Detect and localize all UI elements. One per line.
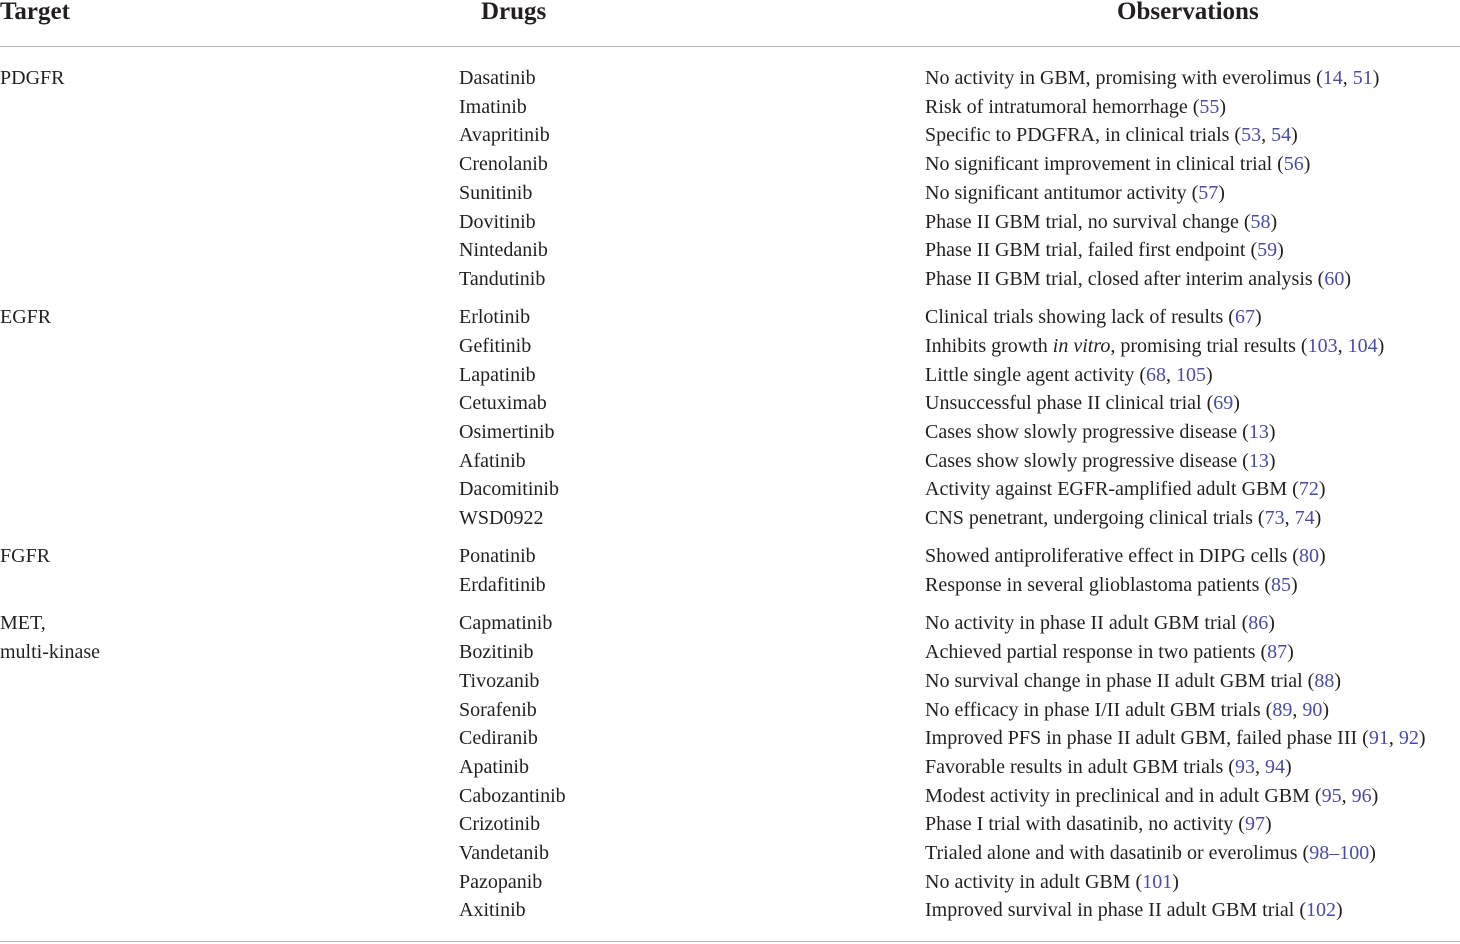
drug-name: Apatinib <box>459 755 529 778</box>
observation: No activity in adult GBM (101) <box>925 870 1179 893</box>
reference-link[interactable]: 90 <box>1302 698 1323 721</box>
reference-link[interactable]: 56 <box>1283 153 1304 176</box>
reference-link[interactable]: 98–100 <box>1309 842 1370 864</box>
drug-name: Imatinib <box>459 95 527 118</box>
reference-link[interactable]: 74 <box>1294 507 1315 530</box>
drug-name: Lapatinib <box>459 363 536 386</box>
observation: Trialed alone and with dasatinib or everolimus (98–100) <box>925 842 1376 864</box>
observation: Improved survival in phase II adult GBM trial (102) <box>925 899 1343 922</box>
observation: Cases show slowly progressive disease (13) <box>925 449 1276 472</box>
target-label: FGFR <box>0 545 51 568</box>
observation: Improved PFS in phase II adult GBM, failed phase III (91, 92) <box>925 727 1426 750</box>
reference-link[interactable]: 68 <box>1146 363 1167 386</box>
drug-name: Ponatinib <box>459 545 536 568</box>
reference-link[interactable]: 95 <box>1321 784 1342 807</box>
drug-name: Capmatinib <box>459 612 553 635</box>
target-label: MET, <box>0 612 46 635</box>
drug-name: Tivozanib <box>459 669 540 692</box>
reference-link[interactable]: 89 <box>1272 698 1293 721</box>
target-label: multi-kinase <box>0 641 100 664</box>
reference-link[interactable]: 59 <box>1257 239 1278 262</box>
reference-link[interactable]: 93 <box>1234 755 1255 778</box>
drug-name: Dovitinib <box>459 210 536 233</box>
reference-link[interactable]: 105 <box>1176 363 1207 386</box>
header-target: Target <box>0 0 70 25</box>
drug-name: Osimertinib <box>459 421 555 443</box>
reference-link[interactable]: 54 <box>1271 124 1292 147</box>
drug-name: Afatinib <box>459 449 526 472</box>
observation: Response in several glioblastoma patients (85) <box>925 574 1298 597</box>
observation: Phase II GBM trial, closed after interim analysis (60) <box>925 267 1352 290</box>
drug-name: Sunitinib <box>459 181 533 204</box>
observation: No significant antitumor activity (57) <box>925 181 1225 204</box>
drug-name: WSD0922 <box>459 507 544 530</box>
reference-link[interactable]: 86 <box>1248 612 1269 635</box>
drug-name: Cetuximab <box>459 392 547 415</box>
observation: Phase II GBM trial, failed first endpoint (59) <box>925 239 1284 262</box>
target-label: EGFR <box>0 306 52 329</box>
drug-name: Sorafenib <box>459 698 537 721</box>
reference-link[interactable]: 51 <box>1352 67 1373 89</box>
drug-name: Dasatinib <box>459 67 536 89</box>
observation: Phase II GBM trial, no survival change (58) <box>925 210 1278 233</box>
target-label: PDGFR <box>0 67 65 89</box>
drug-name: Erdafitinib <box>459 574 546 597</box>
observation: No efficacy in phase I/II adult GBM trials (89, 90) <box>925 698 1329 721</box>
reference-link[interactable]: 72 <box>1298 478 1319 501</box>
reference-link[interactable]: 87 <box>1267 641 1288 664</box>
drug-name: Vandetanib <box>459 842 549 864</box>
observation: Achieved partial response in two patients (87) <box>925 641 1294 664</box>
drug-name: Bozitinib <box>459 641 534 664</box>
drug-name: Pazopanib <box>459 870 543 893</box>
header-observations: Observations <box>1117 0 1259 25</box>
drug-name: Nintedanib <box>459 239 548 262</box>
observation: No activity in GBM, promising with everolimus (14, 51) <box>925 67 1380 89</box>
reference-link[interactable]: 58 <box>1250 210 1271 233</box>
observation: Risk of intratumoral hemorrhage (55) <box>925 95 1227 118</box>
reference-link[interactable]: 101 <box>1142 870 1173 893</box>
reference-link[interactable]: 102 <box>1306 899 1337 922</box>
reference-link[interactable]: 97 <box>1244 813 1265 836</box>
drug-name: Gefitinib <box>459 334 532 357</box>
observation: Unsuccessful phase II clinical trial (69) <box>925 392 1240 415</box>
reference-link[interactable]: 88 <box>1314 669 1335 692</box>
header-drugs: Drugs <box>481 0 547 25</box>
observation: Cases show slowly progressive disease (13) <box>925 421 1276 443</box>
drug-name: Crizotinib <box>459 813 541 836</box>
reference-link[interactable]: 60 <box>1324 267 1345 290</box>
reference-link[interactable]: 94 <box>1264 755 1285 778</box>
reference-link[interactable]: 103 <box>1307 334 1338 357</box>
reference-link[interactable]: 85 <box>1271 574 1292 597</box>
observation: No significant improvement in clinical trial (56) <box>925 153 1311 176</box>
italic-text: in vitro <box>1052 334 1111 357</box>
drug-name: Crenolanib <box>459 153 548 176</box>
reference-link[interactable]: 14 <box>1322 67 1343 89</box>
reference-link[interactable]: 69 <box>1213 392 1234 415</box>
reference-link[interactable]: 80 <box>1298 545 1319 568</box>
reference-link[interactable]: 73 <box>1264 507 1285 530</box>
observation: No activity in phase II adult GBM trial (86) <box>925 612 1275 635</box>
drug-name: Tandutinib <box>459 267 546 290</box>
reference-link[interactable]: 96 <box>1351 784 1372 807</box>
reference-link[interactable]: 55 <box>1199 95 1220 118</box>
observation: Little single agent activity (68, 105) <box>925 363 1213 386</box>
observation: Clinical trials showing lack of results (67) <box>925 306 1262 329</box>
drug-name: Axitinib <box>459 899 526 922</box>
drug-name: Avapritinib <box>459 124 550 147</box>
reference-link[interactable]: 67 <box>1234 306 1255 329</box>
drug-name: Dacomitinib <box>459 478 559 501</box>
drug-name: Cediranib <box>459 727 538 750</box>
reference-link[interactable]: 53 <box>1241 124 1262 147</box>
reference-link[interactable]: 92 <box>1398 727 1419 750</box>
reference-link[interactable]: 13 <box>1248 421 1269 443</box>
observation: No survival change in phase II adult GBM trial (88) <box>925 669 1342 692</box>
reference-link[interactable]: 91 <box>1368 727 1389 750</box>
reference-link[interactable]: 57 <box>1198 181 1219 204</box>
observation: Phase I trial with dasatinib, no activity (97) <box>925 813 1272 836</box>
bottom-rule <box>0 941 1460 942</box>
drug-name: Erlotinib <box>459 306 531 329</box>
observation: Modest activity in preclinical and in adult GBM (95, 96) <box>925 784 1379 807</box>
reference-link[interactable]: 13 <box>1248 449 1269 472</box>
observation: Activity against EGFR-amplified adult GBM (72) <box>925 478 1326 501</box>
observation: Favorable results in adult GBM trials (93, 94) <box>925 755 1292 778</box>
reference-link[interactable]: 104 <box>1347 334 1378 357</box>
observation: Specific to PDGFRA, in clinical trials (53, 54) <box>925 124 1298 147</box>
observation: CNS penetrant, undergoing clinical trials (73, 74) <box>925 507 1322 530</box>
observation: Showed antiproliferative effect in DIPG cells (80) <box>925 545 1326 568</box>
observation: Inhibits growth in vitro, promising trial results (103, 104) <box>925 334 1385 357</box>
drug-name: Cabozantinib <box>459 784 566 807</box>
